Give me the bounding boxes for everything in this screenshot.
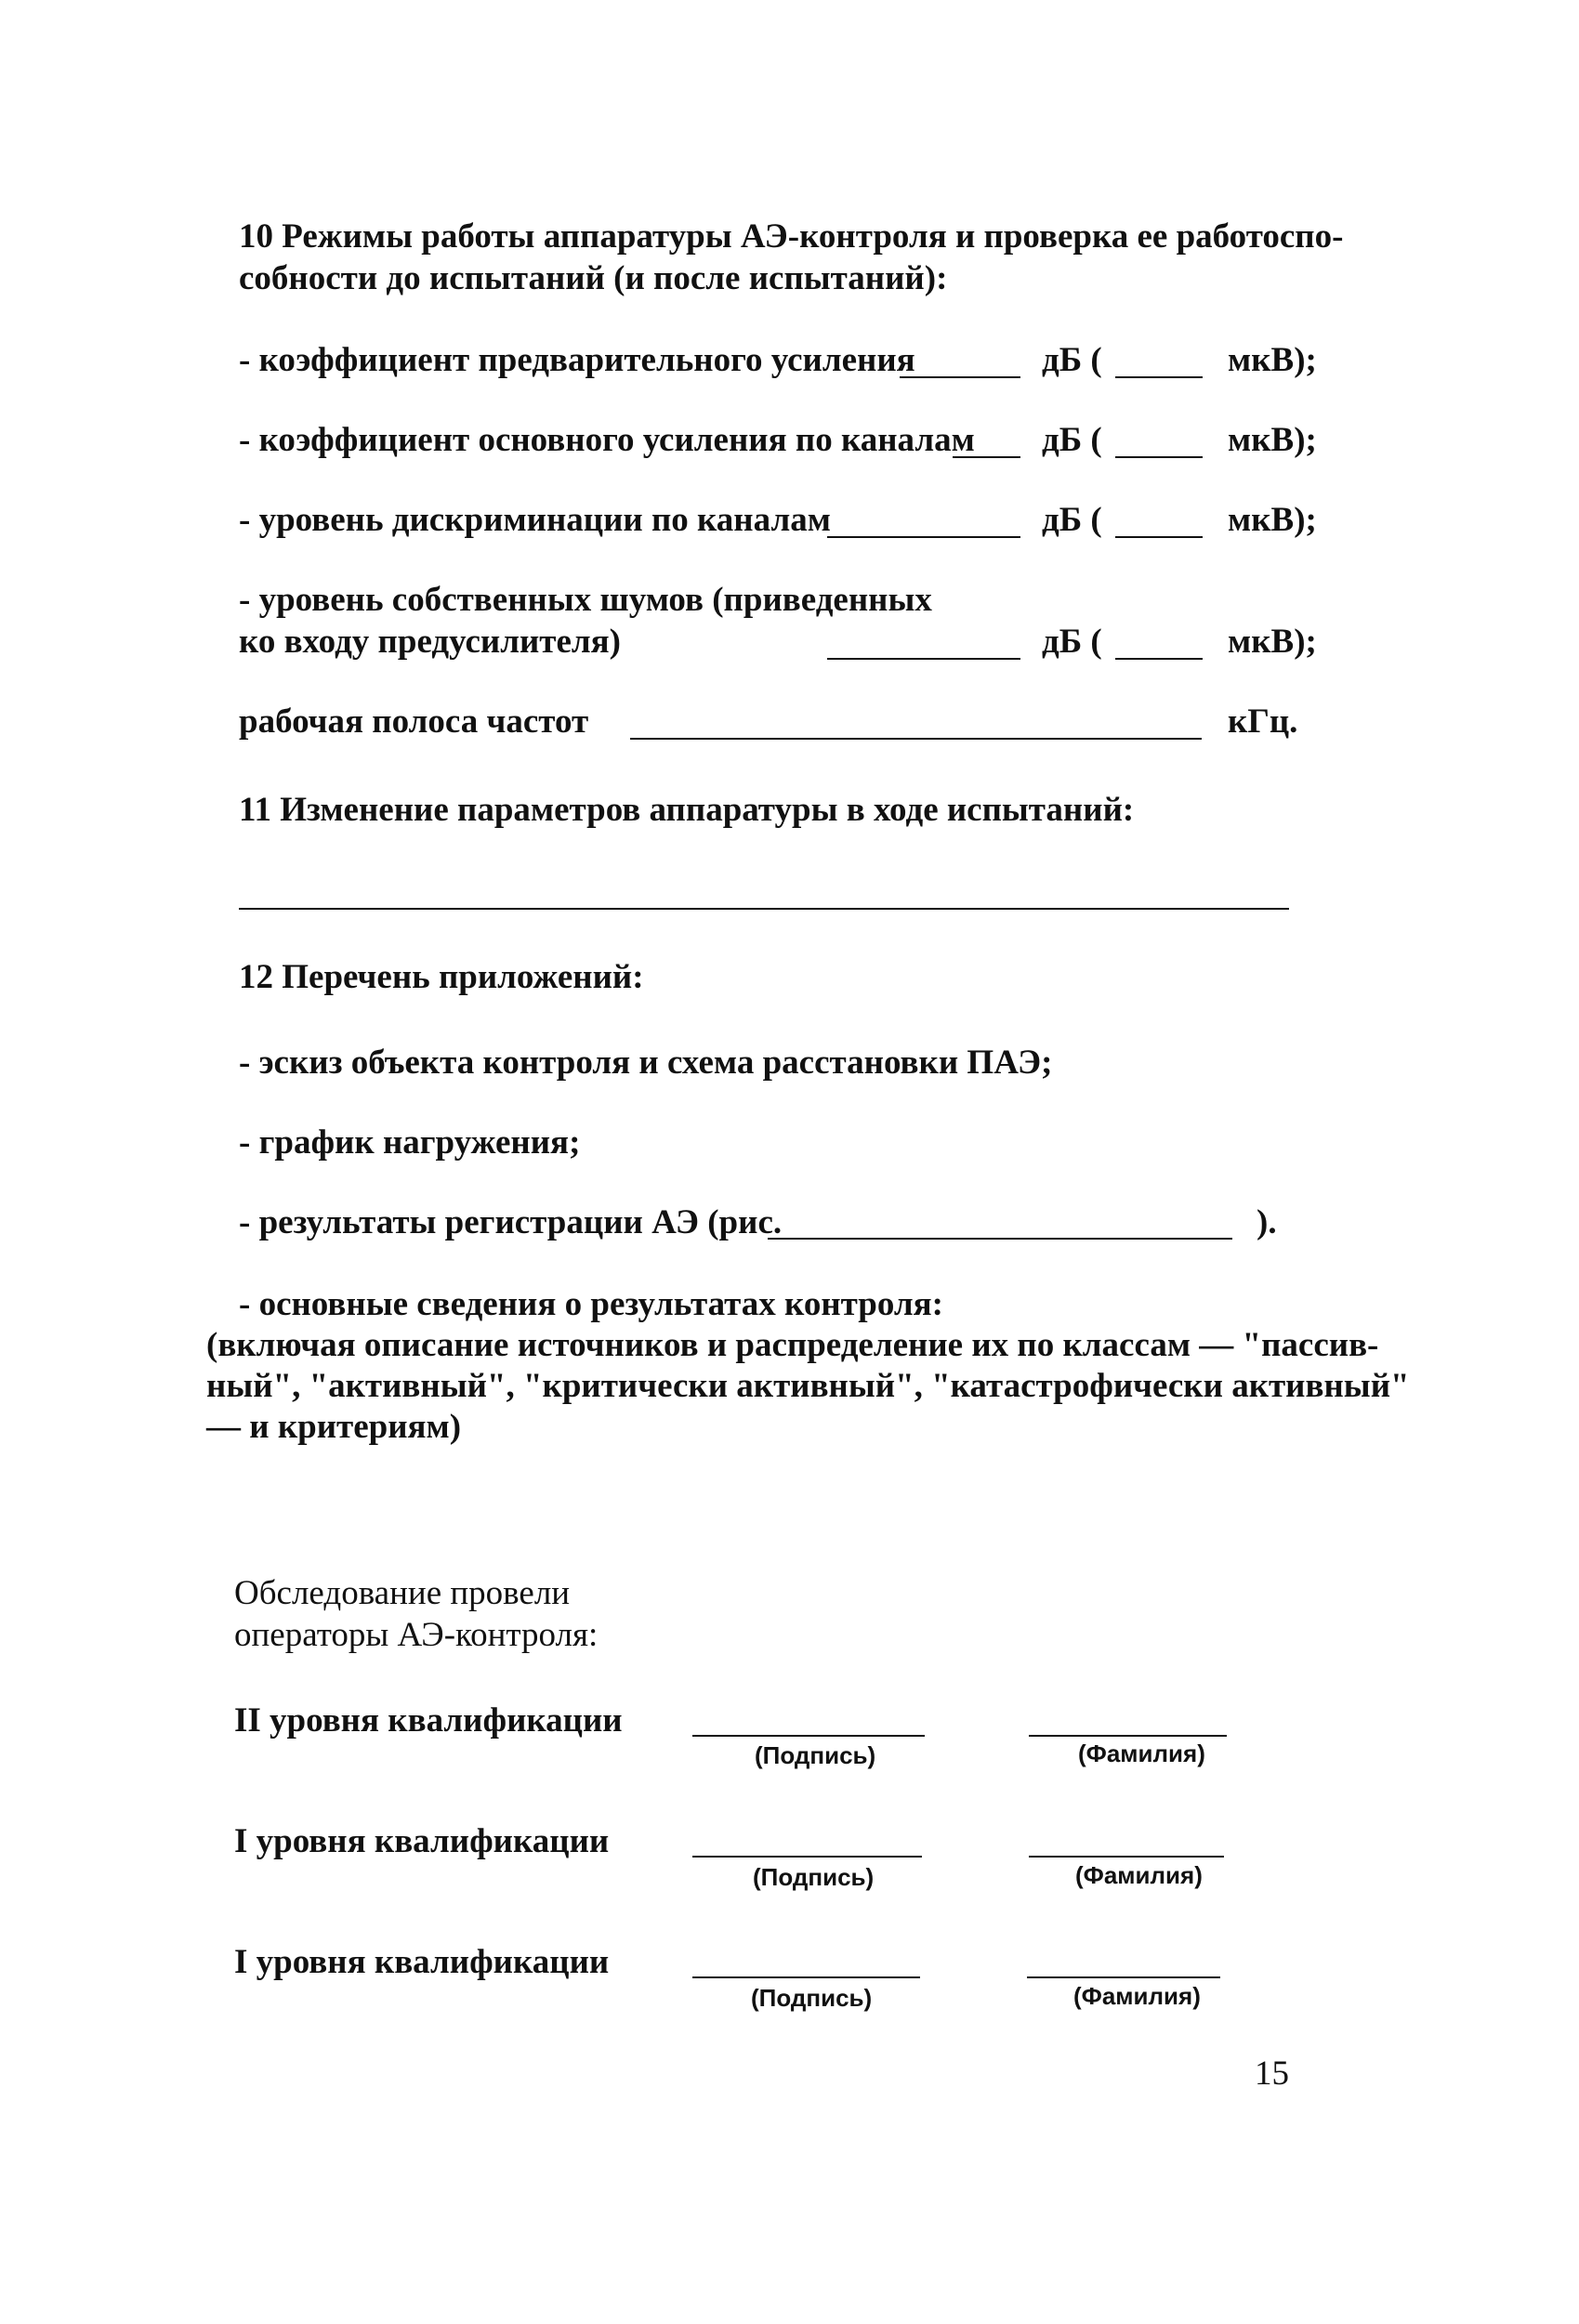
discrimination-level-db-blank: [827, 536, 1020, 538]
noise-level-db-blank: [827, 658, 1020, 660]
main-gain-db-unit: дБ (: [1042, 421, 1102, 459]
discrimination-level-uv-blank: [1115, 536, 1203, 538]
signature-row-1-surname-caption: (Фамилия): [1078, 1740, 1205, 1767]
frequency-band-blank: [630, 738, 1202, 740]
signature-row-2-surname-caption: (Фамилия): [1075, 1861, 1203, 1889]
signature-row-2-level: I уровня квалификации: [234, 1822, 610, 1860]
preamp-gain-uv-blank: [1115, 376, 1203, 378]
signature-row-1-signature-line: [692, 1735, 925, 1737]
appendix-item-sketch: - эскиз объекта контроля и схема расстановки ПАЭ;: [239, 1044, 1053, 1082]
appendix-item-main-info: - основные сведения о результатах контроля:: [239, 1285, 943, 1323]
preamp-gain-db-blank: [900, 376, 1020, 378]
preamp-gain-label: - коэффициент предварительного усиления: [239, 341, 915, 379]
frequency-band-unit: кГц.: [1228, 702, 1298, 741]
section-12-title: 12 Перечень приложений:: [239, 958, 644, 996]
main-gain-label: - коэффициент основного усиления по каналам: [239, 421, 975, 459]
appendix-item-ae-results-blank: [768, 1238, 1232, 1240]
appendix-note-line-2: ный", "активный", "критически активный", "катастрофически активный": [206, 1367, 1410, 1405]
noise-level-uv-unit: мкВ);: [1228, 623, 1317, 661]
appendix-note-line-1: (включая описание источников и распределение их по классам — "пассив-: [206, 1326, 1379, 1364]
frequency-band-label: рабочая полоса частот: [239, 702, 589, 741]
noise-level-db-unit: дБ (: [1042, 623, 1102, 661]
discrimination-level-uv-unit: мкВ);: [1228, 501, 1317, 539]
signature-row-2-surname-line: [1029, 1856, 1224, 1858]
signature-row-3-signature-line: [692, 1976, 920, 1978]
signature-row-2-signature-line: [692, 1856, 922, 1858]
appendix-item-ae-results-label: - результаты регистрации АЭ (рис.: [239, 1203, 783, 1241]
main-gain-uv-unit: мкВ);: [1228, 421, 1317, 459]
appendix-note-line-3: — и критериям): [206, 1408, 462, 1446]
signatures-intro-line-2: операторы АЭ-контроля:: [234, 1616, 599, 1654]
signature-row-1-signature-caption: (Подпись): [755, 1741, 876, 1769]
main-gain-uv-blank: [1115, 456, 1203, 458]
section-10-title-line-2: собности до испытаний (и после испытаний):: [239, 259, 948, 297]
signature-row-1-surname-line: [1029, 1735, 1227, 1737]
signatures-intro-line-1: Обследование провели: [234, 1574, 571, 1612]
signature-row-3-surname-line: [1027, 1976, 1220, 1978]
discrimination-level-db-unit: дБ (: [1042, 501, 1102, 539]
signature-row-3-signature-caption: (Подпись): [751, 1984, 873, 2012]
noise-level-label-line-2: ко входу предусилителя): [239, 623, 621, 661]
section-11-title: 11 Изменение параметров аппаратуры в ходе испытаний:: [239, 791, 1135, 829]
main-gain-db-blank: [953, 456, 1020, 458]
signature-row-3-level: I уровня квалификации: [234, 1943, 610, 1981]
appendix-item-ae-results-end: ).: [1257, 1203, 1277, 1241]
noise-level-uv-blank: [1115, 658, 1203, 660]
appendix-item-load-graph: - график нагружения;: [239, 1123, 581, 1162]
section-11-blank-line: [239, 908, 1289, 910]
preamp-gain-uv-unit: мкВ);: [1228, 341, 1317, 379]
signature-row-3-surname-caption: (Фамилия): [1073, 1982, 1201, 2010]
signature-row-2-signature-caption: (Подпись): [753, 1863, 875, 1891]
page-number: 15: [1255, 2055, 1289, 2093]
discrimination-level-label: - уровень дискриминации по каналам: [239, 501, 831, 539]
section-10-title-line-1: 10 Режимы работы аппаратуры АЭ-контроля и проверка ее работоспо-: [239, 217, 1344, 256]
signature-row-1-level: II уровня квалификации: [234, 1701, 623, 1740]
preamp-gain-db-unit: дБ (: [1042, 341, 1102, 379]
noise-level-label-line-1: - уровень собственных шумов (приведенных: [239, 581, 932, 619]
